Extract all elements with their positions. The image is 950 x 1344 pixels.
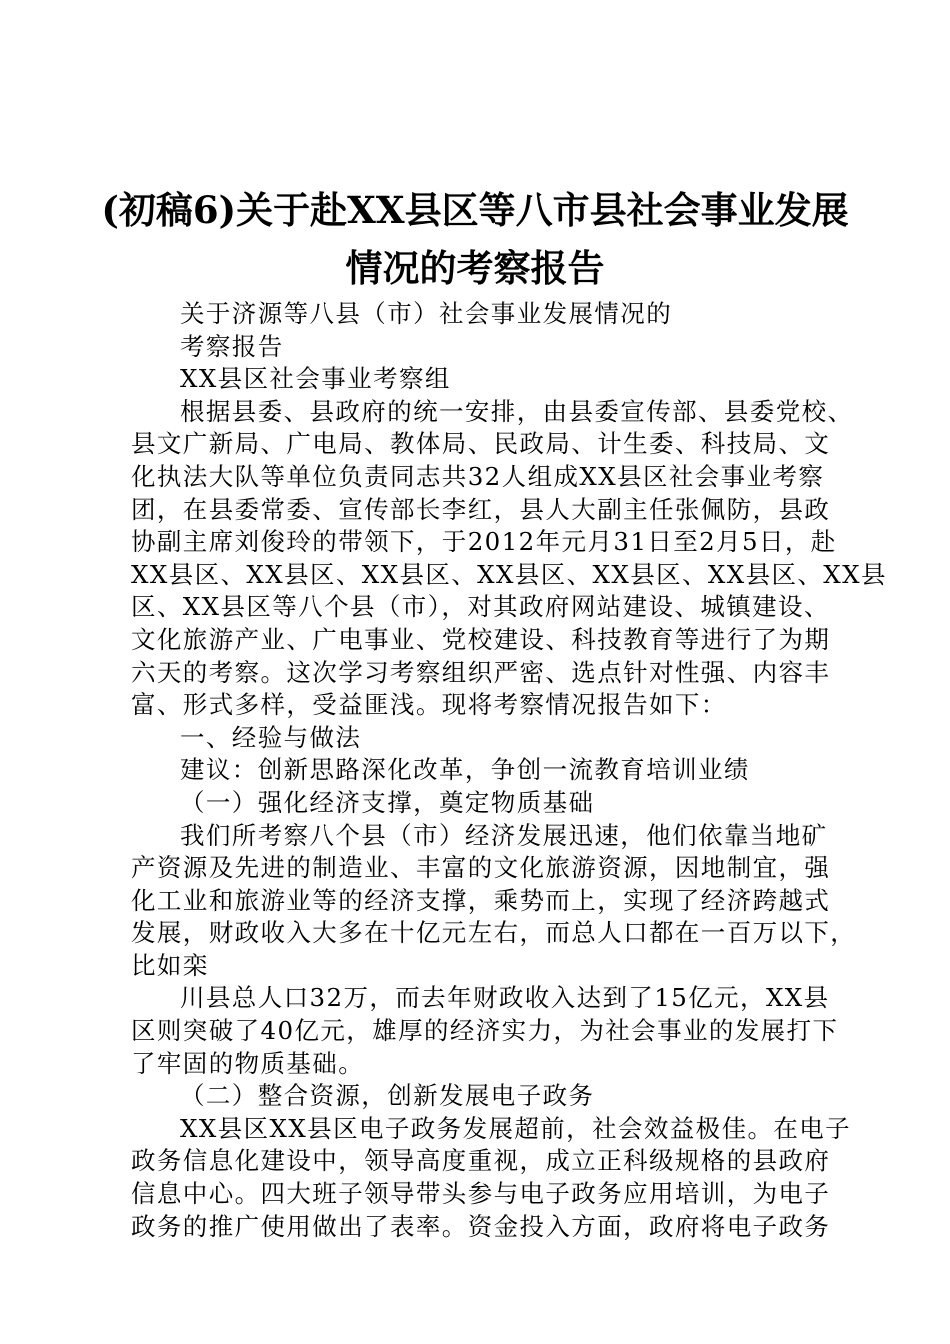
body-text-line: （二）整合资源，创新发展电子政务 — [180, 1081, 595, 1111]
body-text-line: 信息中心。四大班子领导带头参与电子政务应用培训，为电子 — [131, 1179, 831, 1209]
body-text-line: XX县区XX县区电子政务发展超前，社会效益极佳。在电子 — [180, 1113, 852, 1143]
body-text-line: 发展，财政收入大多在十亿元左右，而总人口都在一百万以下， — [131, 918, 857, 948]
body-text-line: 六天的考察。这次学习考察组织严密、选点针对性强、内容丰 — [131, 657, 831, 687]
body-text-line: 县文广新局、广电局、教体局、民政局、计生委、科技局、文 — [131, 429, 831, 459]
body-text-line: 文化旅游产业、广电事业、党校建设、科技教育等进行了为期 — [131, 624, 831, 654]
body-text-line: 协副主席刘俊玲的带领下，于2012年元月31日至2月5日，赴 — [131, 527, 837, 557]
body-text-line: 根据县委、县政府的统一安排，由县委宣传部、县委党校、 — [180, 396, 854, 426]
body-text-line: 富、形式多样，受益匪浅。现将考察情况报告如下： — [131, 690, 727, 720]
body-text-line: 关于济源等八县（市）社会事业发展情况的 — [180, 299, 673, 328]
document-title-line-2: 情况的考察报告 — [345, 246, 605, 290]
body-text-line: 化执法大队等单位负责同志共32人组成XX县区社会事业考察 — [131, 461, 825, 491]
body-text-line: 比如栾 — [131, 950, 209, 980]
body-text-line: 建议：创新思路深化改革，争创一流教育培训业绩 — [180, 755, 750, 785]
body-text-line: 川县总人口32万，而去年财政收入达到了15亿元，XX县 — [180, 983, 830, 1013]
body-text-line: 产资源及先进的制造业、丰富的文化旅游资源，因地制宜，强 — [131, 853, 831, 883]
body-text-line: 我们所考察八个县（市）经济发展迅速，他们依靠当地矿 — [180, 820, 828, 850]
body-text-line: 一、经验与做法 — [180, 722, 362, 752]
document-title-line-1: (初稿6)关于赴XX县区等八市县社会事业发展 — [101, 188, 849, 232]
body-text-line: 政务信息化建设中，领导高度重视，成立正科级规格的县政府 — [131, 1146, 831, 1176]
body-text-line: 化工业和旅游业等的经济支撑，乘势而上，实现了经济跨越式 — [131, 885, 831, 915]
body-text-line: 区则突破了40亿元，雄厚的经济实力，为社会事业的发展打下 — [131, 1016, 839, 1046]
body-text-line: XX县区、XX县区、XX县区、XX县区、XX县区、XX县区、XX县 — [131, 559, 887, 589]
body-text-line: （一）强化经济支撑，奠定物质基础 — [180, 787, 595, 817]
body-text-line: 区、XX县区等八个县（市），对其政府网站建设、城镇建设、 — [131, 592, 830, 622]
document-body — [131, 298, 887, 1243]
body-text-line: 了牢固的物质基础。 — [131, 1048, 365, 1078]
body-text-line: XX县区社会事业考察组 — [180, 364, 451, 394]
body-text-line: 团，在县委常委、宣传部长李红，县人大副主任张佩防，县政 — [131, 494, 831, 524]
body-text-line: 考察报告 — [180, 331, 284, 361]
body-text-line: 政务的推广使用做出了表率。资金投入方面，政府将电子政务 — [131, 1211, 831, 1241]
